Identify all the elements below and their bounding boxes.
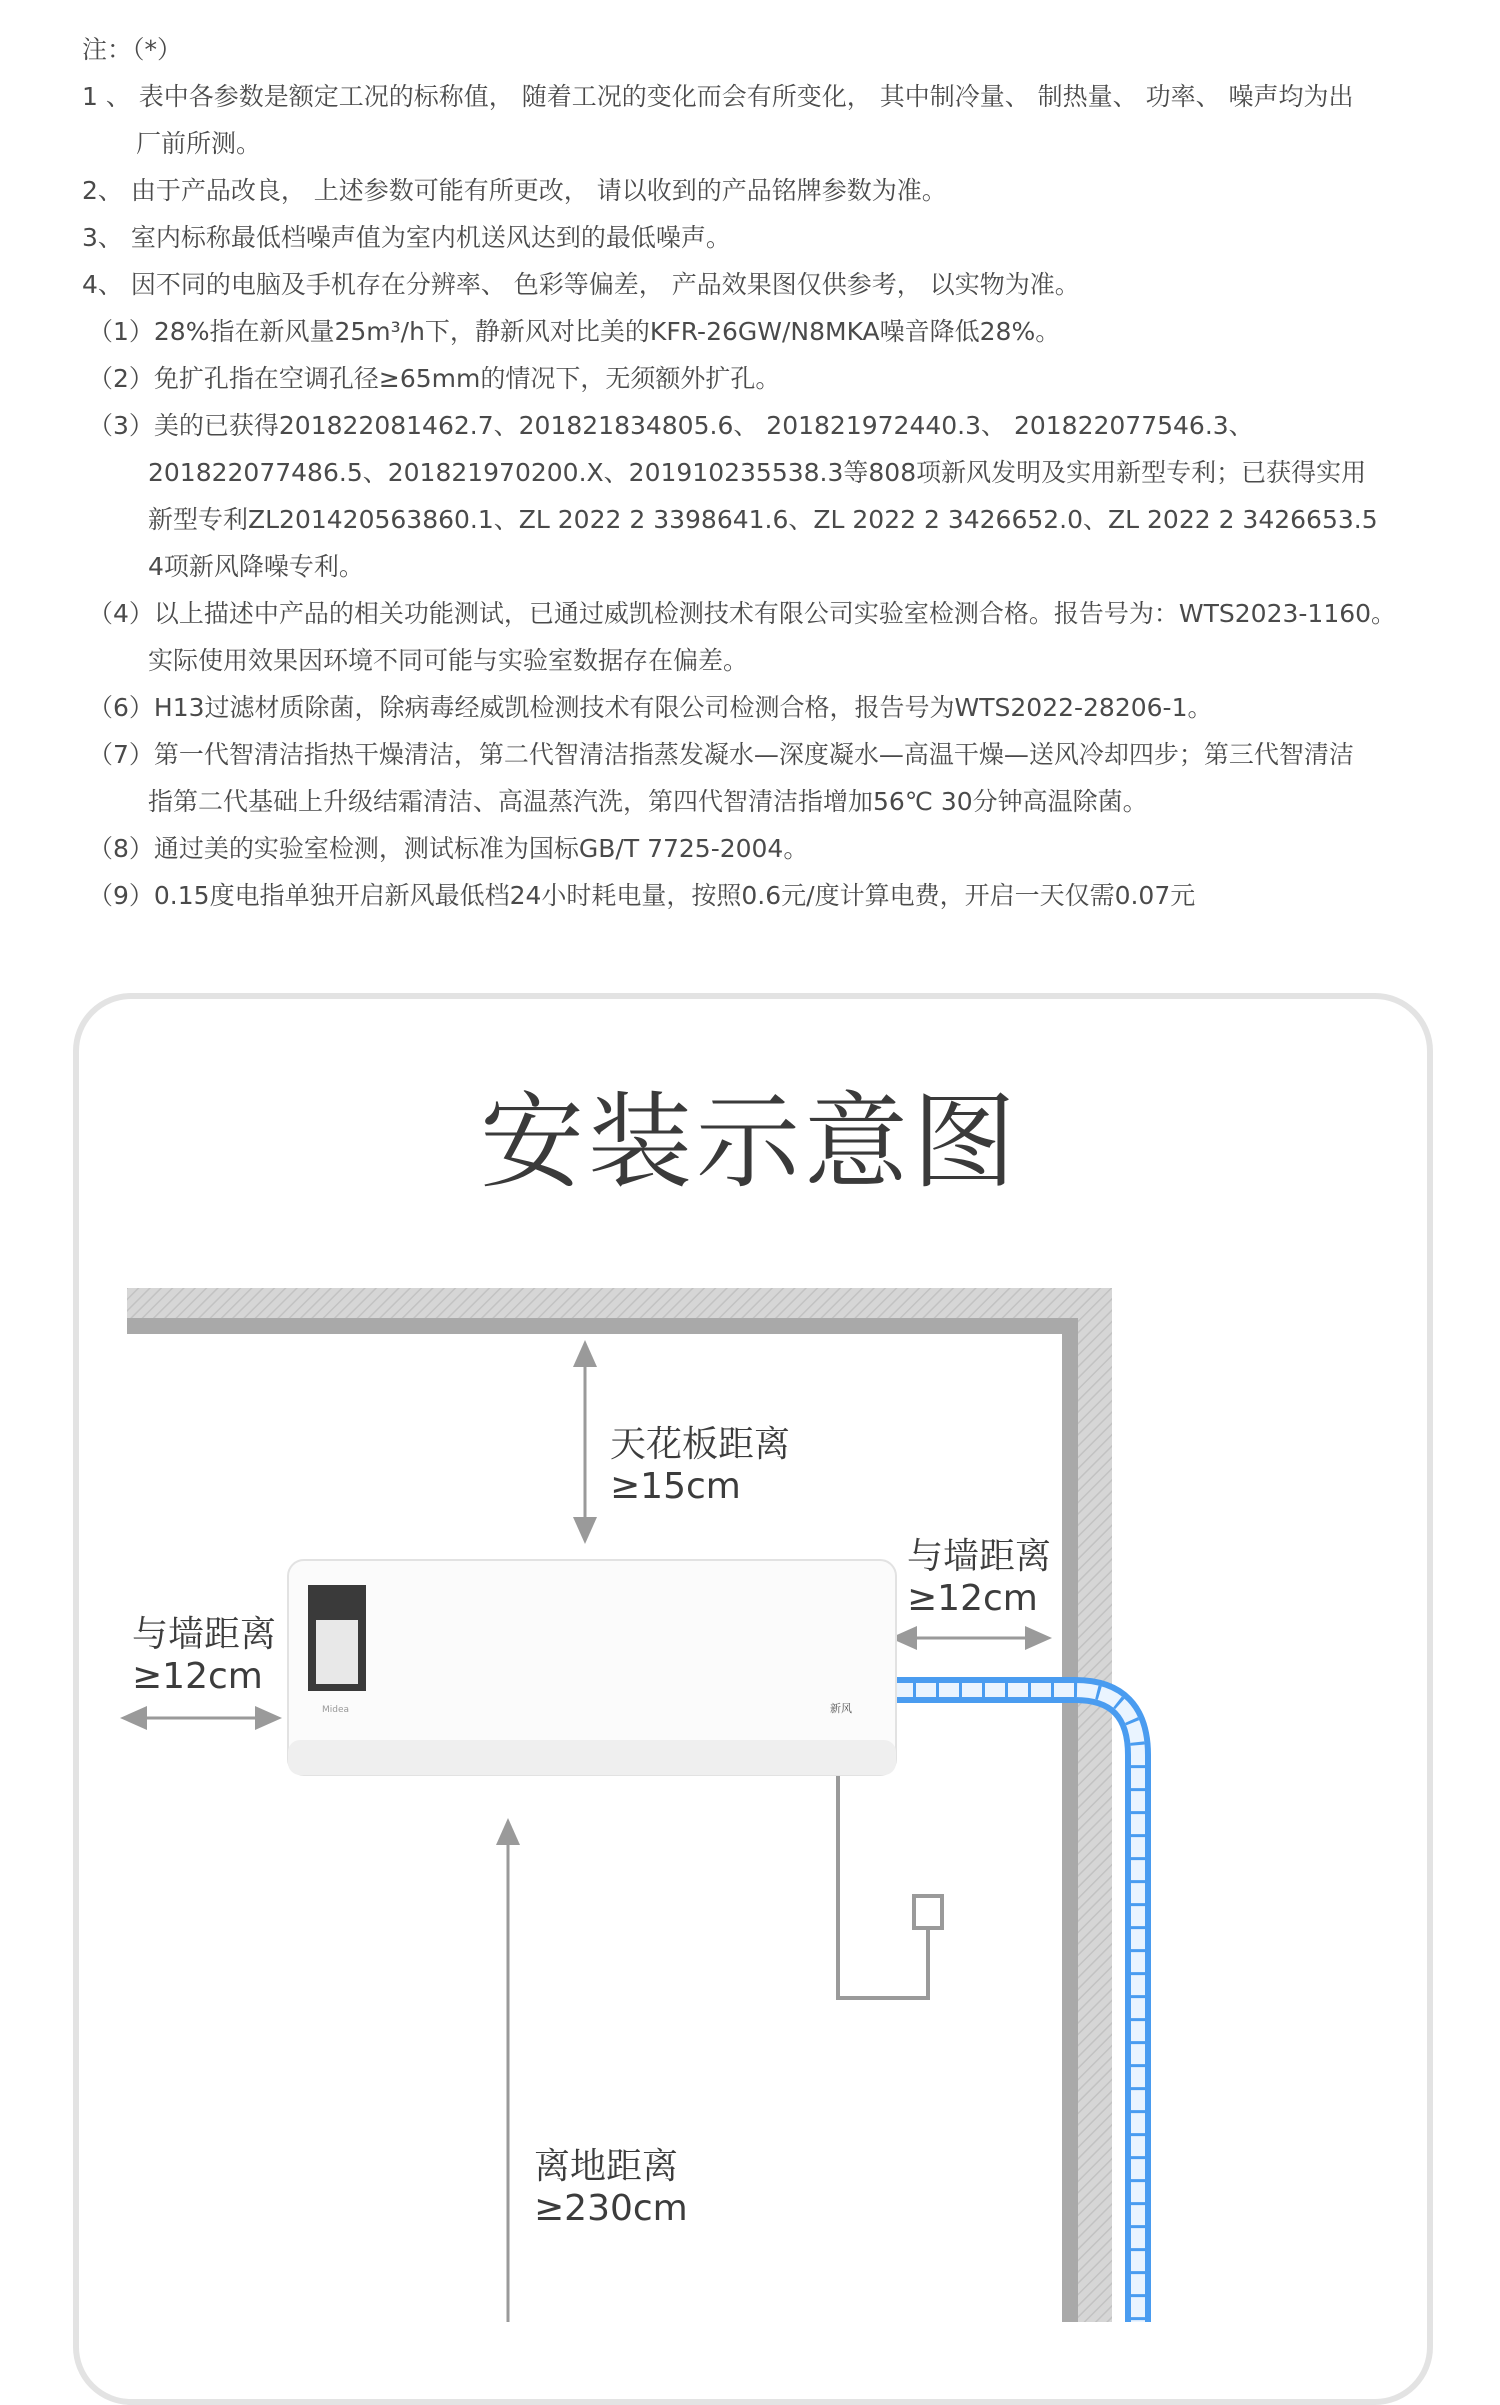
note-line: 指第二代基础上升级结霜清洁、高温蒸汽洗，第四代智清洁指增加56℃ 30分钟高温除菌。	[148, 787, 1148, 816]
ceiling-distance-title: 天花板距离	[610, 1424, 791, 1465]
note-line: （2）免扩孔指在空调孔径≥65mm的情况下，无须额外扩孔。	[88, 364, 781, 393]
floor-distance-title: 离地距离	[534, 2146, 679, 2187]
right-wall-distance-value: ≥12cm	[907, 1578, 1038, 1619]
unit-badge: 新风	[830, 1702, 852, 1715]
note-line: 新型专利ZL201420563860.1、ZL 2022 2 3398641.6、ZL 2022 2 3426652.0、ZL 2022 2 3426653.5	[148, 505, 1378, 534]
right-wall-distance-label	[907, 1536, 1051, 1620]
right-wall	[1062, 1288, 1112, 2322]
unit-brand-logo: Midea	[322, 1705, 350, 1715]
note-line: （4）以上描述中产品的相关功能测试，已通过威凯检测技术有限公司实验室检测合格。报告号为：WTS2023-1160。	[88, 599, 1397, 628]
note-line: 1 、 表中各参数是额定工况的标称值， 随着工况的变化而会有所变化， 其中制冷量、 制热量、 功率、 噪声均为出	[82, 82, 1354, 111]
note-line: 201822077486.5、201821970200.X、201910235538.3等808项新风发明及实用新型专利；已获得实用	[148, 458, 1367, 487]
diagram-title: 安装示意图	[479, 1081, 1020, 1203]
note-line: （9）0.15度电指单独开启新风最低档24小时耗电量，按照0.6元/度计算电费，开启一天仅需0.07元	[88, 881, 1196, 910]
floor-distance-label	[534, 2146, 688, 2230]
right-wall-distance-title: 与墙距离	[907, 1536, 1052, 1577]
note-line: 厂前所测。	[136, 129, 262, 158]
note-line: （8）通过美的实验室检测，测试标准为国标GB/T 7725-2004。	[88, 834, 809, 863]
note-line: （3）美的已获得201822081462.7、201821834805.6、 201821972440.3、 201822077546.3、	[88, 411, 1254, 440]
notes-header: 注：（*）	[82, 35, 183, 64]
note-line: （6）H13过滤材质除菌，除病毒经威凯检测技术有限公司检测合格，报告号为WTS2022-28206-1。	[88, 693, 1213, 722]
left-wall-distance-value: ≥12cm	[132, 1656, 263, 1697]
power-socket-icon	[914, 1896, 942, 1928]
ceiling	[127, 1288, 1112, 1334]
ceiling-distance-label	[610, 1424, 790, 1508]
ceiling-distance-value: ≥15cm	[610, 1466, 741, 1507]
ac-indoor-unit	[288, 1560, 896, 1775]
note-line: 4项新风降噪专利。	[148, 552, 364, 581]
note-line: 2、 由于产品改良， 上述参数可能有所更改， 请以收到的产品铭牌参数为准。	[82, 176, 947, 205]
note-line: （1）28%指在新风量25m³/h下，静新风对比美的KFR-26GW/N8MKA噪音降低28%。	[88, 317, 1061, 346]
left-wall-distance-title: 与墙距离	[132, 1614, 277, 1655]
floor-distance-value: ≥230cm	[534, 2188, 688, 2229]
drain-line	[838, 1772, 928, 1998]
note-line: 实际使用效果因环境不同可能与实验室数据存在偏差。	[148, 646, 749, 675]
note-line: （7）第一代智清洁指热干燥清洁，第二代智清洁指蒸发凝水—深度凝水—高温干燥—送风冷却四步；第三代智清洁	[88, 740, 1354, 769]
note-line: 4、 因不同的电脑及手机存在分辨率、 色彩等偏差， 产品效果图仅供参考， 以实物为准。	[82, 270, 1080, 299]
note-line: 3、 室内标称最低档噪声值为室内机送风达到的最低噪声。	[82, 223, 731, 252]
left-wall-distance-label	[132, 1614, 276, 1698]
